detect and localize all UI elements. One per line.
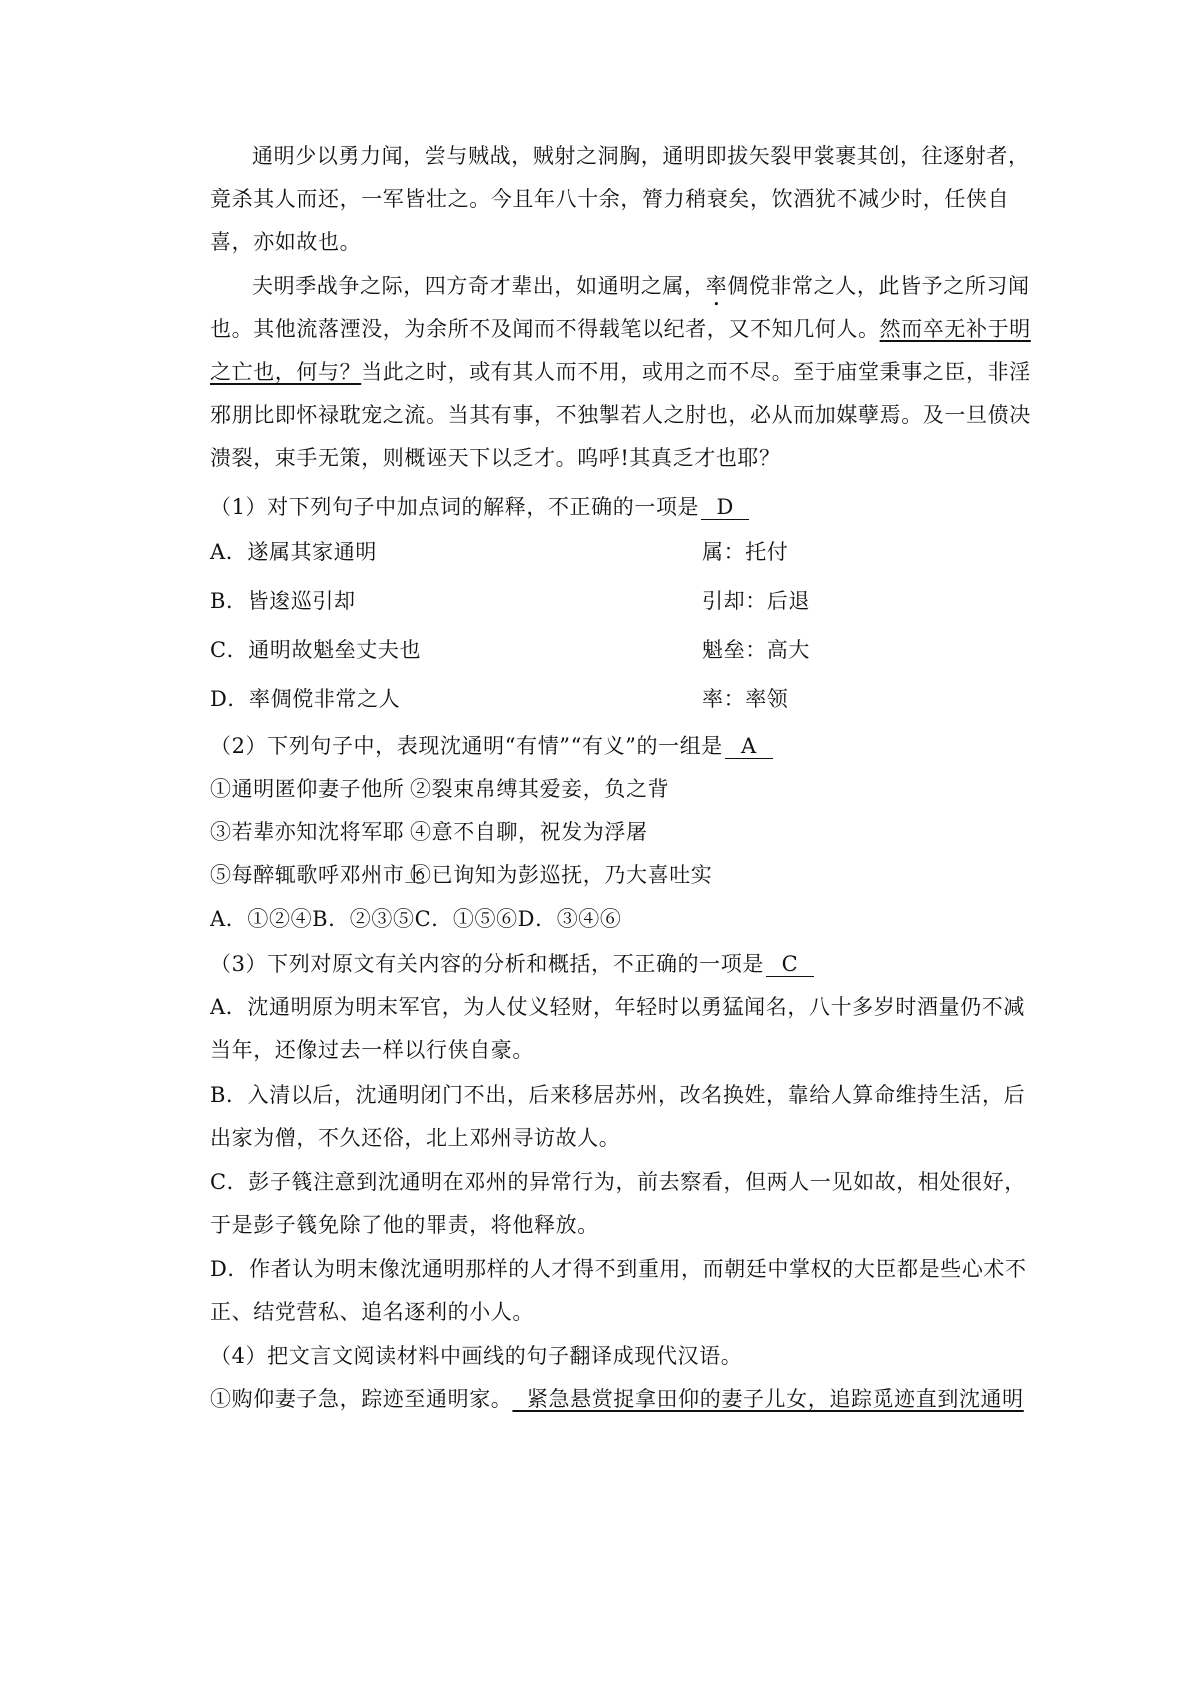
option-line: 正、结党营私、追名逐利的小人。	[210, 1300, 534, 1324]
underlined-sentence: 之亡也，何与？	[210, 360, 362, 384]
option-text: A．遂属其家通明	[210, 540, 377, 564]
item-text: ⑥已询知为彭巡抚，乃大喜吐实	[410, 863, 713, 887]
answer-blank: D	[701, 495, 749, 520]
item-row	[210, 818, 1030, 846]
question-2-stem	[210, 732, 1030, 760]
answer-underlined: 紧急悬赏捉拿田仰的妻子儿女，追踪觅迹直到沈通明	[512, 1387, 1024, 1411]
answer-blank: A	[725, 734, 773, 759]
option-text: C．通明故魁垒丈夫也	[210, 638, 422, 662]
item-text: ①通明匿仰妻子他所	[210, 777, 405, 801]
question-1-stem	[210, 493, 1030, 521]
answer-blank: C	[766, 952, 814, 977]
question-text: （3）下列对原文有关内容的分析和概括，不正确的一项是	[210, 952, 764, 976]
passage-line	[210, 315, 1030, 343]
passage-line	[210, 358, 1030, 386]
question-4-stem: （4）把文言文阅读材料中画线的句子翻译成现代汉语。	[210, 1344, 743, 1368]
question-3-stem	[210, 950, 1030, 978]
text-span: 夫明季战争之际，四方奇才辈出，如通明之属，	[252, 274, 706, 298]
passage-line: 通明少以勇力闻，尝与贼战，贼射之洞胸，通明即拔矢裂甲裳裹其创，往逐射者，	[252, 144, 1030, 168]
option-row	[210, 587, 1030, 615]
text-span: 倜傥非常之人，此皆予之所习闻	[727, 274, 1030, 298]
item-text: ③若辈亦知沈将军耶	[210, 820, 405, 844]
question-text: （1）对下列句子中加点词的解释，不正确的一项是	[210, 495, 700, 519]
option-line: A．沈通明原为明末军官，为人仗义轻财，年轻时以勇猛闻名，八十多岁时酒量仍不减	[210, 995, 1025, 1019]
option-line: C．彭子篯注意到沈通明在邓州的异常行为，前去察看，但两人一见如故，相处很好，	[210, 1170, 1026, 1194]
option-gloss: 率：率领	[702, 687, 789, 711]
item-text: ⑤每醉辄歌呼邓州市上	[210, 863, 426, 887]
option-gloss: 引却：后退	[702, 589, 810, 613]
option-line: B．入清以后，沈通明闭门不出，后来移居苏州，改名换姓，靠给人算命维持生活，后	[210, 1083, 1026, 1107]
option-gloss: 魁垒：高大	[702, 638, 810, 662]
option-text: D．率倜傥非常之人	[210, 687, 401, 711]
passage-line: 溃裂，束手无策，则概诬天下以乏才。呜呼!其真乏才也耶？	[210, 446, 781, 470]
passage-line	[252, 272, 1072, 311]
option-text: B．皆逡巡引却	[210, 589, 356, 613]
passage-line: 喜，亦如故也。	[210, 230, 362, 254]
option-line: 出家为僧，不久还俗，北上邓州寻访故人。	[210, 1126, 621, 1150]
option-line: D．作者认为明末像沈通明那样的人才得不到重用，而朝廷中掌权的大臣都是些心术不	[210, 1257, 1027, 1281]
dotted-word: 率	[705, 274, 728, 298]
item-row	[210, 861, 1030, 889]
option-gloss: 属：托付	[702, 540, 789, 564]
option-row	[210, 538, 1030, 566]
question-text: （2）下列句子中，表现沈通明“有情”“有义”的一组是	[210, 734, 723, 758]
option-row	[210, 685, 1030, 713]
choices-row: A．①②④B．②③⑤C．①⑤⑥D．③④⑥	[210, 907, 622, 931]
option-line: 于是彭子篯免除了他的罪责，将他释放。	[210, 1213, 599, 1237]
underlined-sentence: 然而卒无补于明	[879, 317, 1031, 341]
text-span: 也。其他流落湮没，为余所不及闻而不得载笔以纪者，又不知几何人。	[210, 317, 880, 341]
item-text: ④意不自聊，祝发为浮屠	[410, 820, 648, 844]
item-row	[210, 775, 1030, 803]
item-text: ①购仰妻子急，踪迹至通明家。	[210, 1387, 513, 1411]
option-line: 当年，还像过去一样以行侠自豪。	[210, 1038, 534, 1062]
passage-line: 竟杀其人而还，一军皆壮之。今且年八十余，膂力稍衰矣，饮酒犹不减少时，任侠自	[210, 187, 1010, 211]
translation-row	[210, 1385, 1030, 1413]
option-row	[210, 636, 1030, 664]
passage-line: 邪朋比即怀禄耽宠之流。当其有事，不独掣若人之肘也，必从而加媒孽焉。及一旦偾决	[210, 403, 1031, 427]
item-text: ②裂束帛缚其爱妾，负之背	[410, 777, 670, 801]
text-span: 当此之时，或有其人而不用，或用之而不尽。至于庙堂秉事之臣，非淫	[361, 360, 1031, 384]
